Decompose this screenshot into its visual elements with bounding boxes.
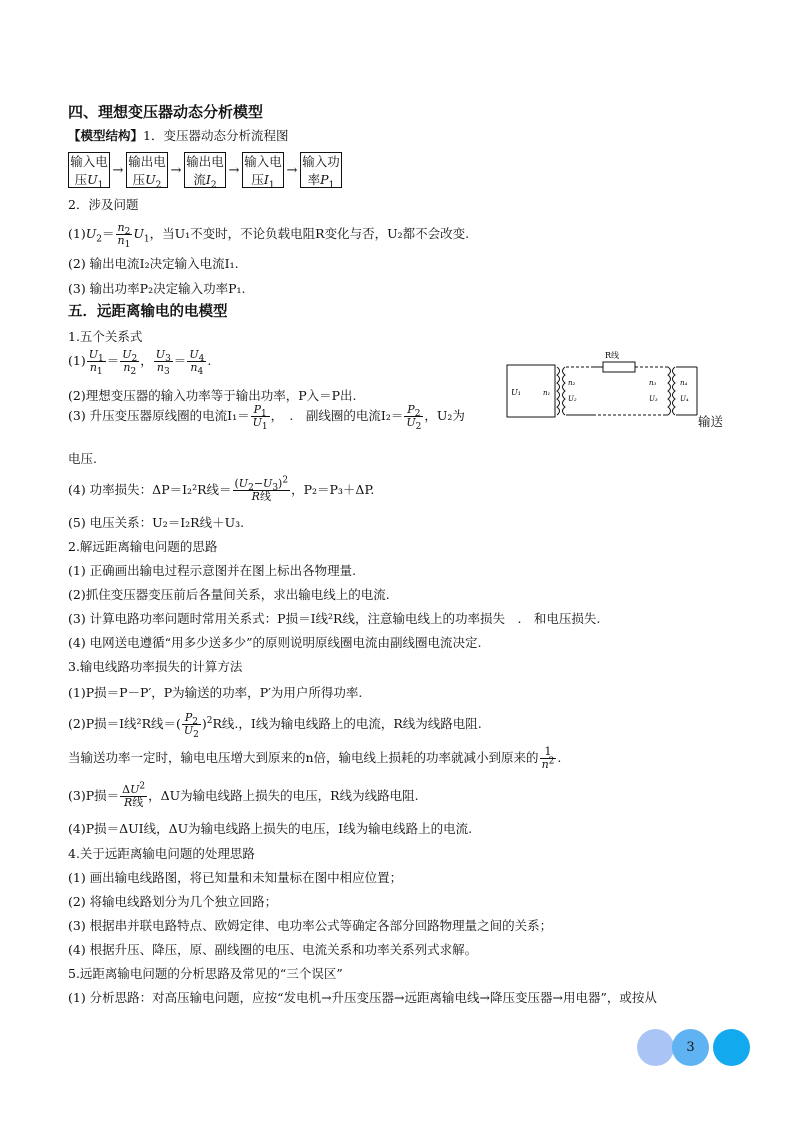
relation-3-tail: 输送	[698, 414, 724, 429]
process-2: (2) 将输电线路划分为几个独立回路；	[68, 894, 278, 909]
flow-arrow: →	[286, 162, 298, 178]
sec4-item-2: 2．涉及问题	[68, 197, 139, 212]
relation-4: (4) 功率损失：ΔP＝I₂²R线＝ $\frac{(U_2-U_3)^2}{\text{R线}}$ ，P₂＝P₃＋ΔP.	[68, 475, 375, 503]
approach-4: (4) 电网送电遵循“用多少送多少”的原则说明原线圈电流由副线圈电流决定.	[68, 635, 482, 650]
label-n1: n₁	[543, 389, 551, 397]
method-4: (4)P损＝ΔUI线，ΔU为输电线路上损失的电压，I线为输电线路上的电流.	[68, 821, 473, 836]
page-number: 3	[686, 1040, 695, 1055]
approach-2: (2)抓住变压器变压前后各量间关系，求出输电线上的电流.	[68, 587, 390, 602]
relation-1: (1) $\frac{U_1}{n_1}$ ＝ $\frac{U_2}{n_2}$ ， $\frac{U_3}{n_3}$ ＝ $\frac{U_4}{n_4}$ .	[68, 348, 212, 378]
flow-box-input-current-i1: 输入电 压$I_1$	[242, 152, 284, 188]
sec5-heading-4: 4.关于远距离输电问题的处理思路	[68, 846, 255, 861]
method-2: (2)P损＝I线²R线＝( $\frac{P_2}{U_2}$ )$^2$R线.，I线为输电线路上的电流，R线为线路电阻.	[68, 711, 482, 741]
approach-3: (3) 计算电路功率问题时常用关系式：P损＝I线²R线，注意输电线上的功率损失 . 和电压损失.	[68, 611, 601, 626]
label-n3: n₃	[649, 379, 657, 387]
flow-arrow: →	[112, 162, 124, 178]
relation-3: (3) 升压变压器原线圈的电流I₁＝ $\frac{P_1}{U_1}$ ， . 副线圈的电流I₂＝ $\frac{P_2}{U_2}$ ，U₂为	[68, 403, 465, 433]
model-structure-line	[68, 127, 288, 145]
transmission-circuit-diagram	[505, 345, 700, 425]
process-3: (3) 根据串并联电路特点、欧姆定律、电功率公式等确定各部分回路物理量之间的关系；	[68, 918, 553, 933]
label-u4: U₄	[680, 395, 689, 403]
section-4-title: 四、理想变压器动态分析模型	[68, 103, 264, 121]
label-u3: U₃	[649, 395, 658, 403]
model-structure-text: 1．变压器动态分析流程图	[143, 128, 289, 143]
resistor-label: R线	[605, 351, 620, 360]
label-n4: n₄	[680, 379, 688, 387]
flow-box-output-voltage-u2: 输出电 压$U_2$	[126, 152, 168, 188]
label-u1: U₁	[511, 388, 521, 397]
sec5-heading-5: 5.远距离输电问题的分析思路及常见的“三个误区”	[68, 966, 343, 981]
process-1: (1) 画出输电线路图，将已知量和未知量标在图中相应位置；	[68, 870, 403, 885]
relation-5: (5) 电压关系：U₂＝I₂R线＋U₃.	[68, 515, 245, 530]
method-1: (1)P损＝P－P′，P为输送的功率，P′为用户所得功率.	[68, 685, 363, 700]
flow-chart	[68, 150, 342, 190]
sec5-heading-1: 1.五个关系式	[68, 329, 143, 344]
label-u2: U₂	[568, 395, 577, 403]
flow-arrow: →	[228, 162, 240, 178]
sec5-heading-3: 3.输电线路功率损失的计算方法	[68, 659, 243, 674]
flow-box-input-power-p1: 输入功 率$P_1$	[300, 152, 342, 188]
relation-2: (2)理想变压器的输入功率等于输出功率，P入＝P出.	[68, 388, 357, 403]
sec5-heading-2: 2.解远距离输电问题的思路	[68, 539, 218, 554]
footer-circle-left	[637, 1029, 674, 1066]
flow-box-input-voltage-u1: 输入电 压$U_1$	[68, 152, 110, 188]
sec4-formula-2: (2) 输出电流I₂决定输入电流I₁.	[68, 256, 239, 271]
sec4-formula-1: $(1)U_2=$ $\frac{n_2}{n_1}$ $U_1$，当U₁不变时，不论负载电阻R变化与否，U₂都不会改变.	[68, 221, 470, 251]
method-3: (3)P损＝ $\frac{\Delta U^2}{\text{R线}}$ ，ΔU为输电线路上损失的电压，R线为线路电阻.	[68, 781, 419, 809]
approach-1: (1) 正确画出输电过程示意图并在图上标出各物理量.	[68, 563, 357, 578]
method-2-note: 当输送功率一定时，输电电压增大到原来的n倍，输电线上损耗的功率就减小到原来的 $\frac{1}{n^2}$ .	[68, 745, 562, 771]
flow-arrow: →	[170, 162, 182, 178]
process-4: (4) 根据升压、降压，原、副线圈的电压、电流关系和功率关系列式求解。	[68, 942, 478, 957]
relation-3-continued: 电压.	[68, 451, 97, 466]
flow-box-output-current-i2: 输出电 流$I_2$	[184, 152, 226, 188]
label-n2: n₂	[568, 379, 576, 387]
model-structure-label: 【模型结构】	[68, 128, 144, 143]
sec4-formula-3: (3) 输出功率P₂决定输入功率P₁.	[68, 281, 246, 296]
footer-circle-right	[713, 1029, 750, 1066]
analysis-1: (1) 分析思路：对高压输电问题，应按“发电机→升压变压器→远距离输电线→降压变压器→用电器”，或按从	[68, 990, 657, 1005]
section-5-title: 五．远距离输电的电模型	[68, 304, 228, 320]
